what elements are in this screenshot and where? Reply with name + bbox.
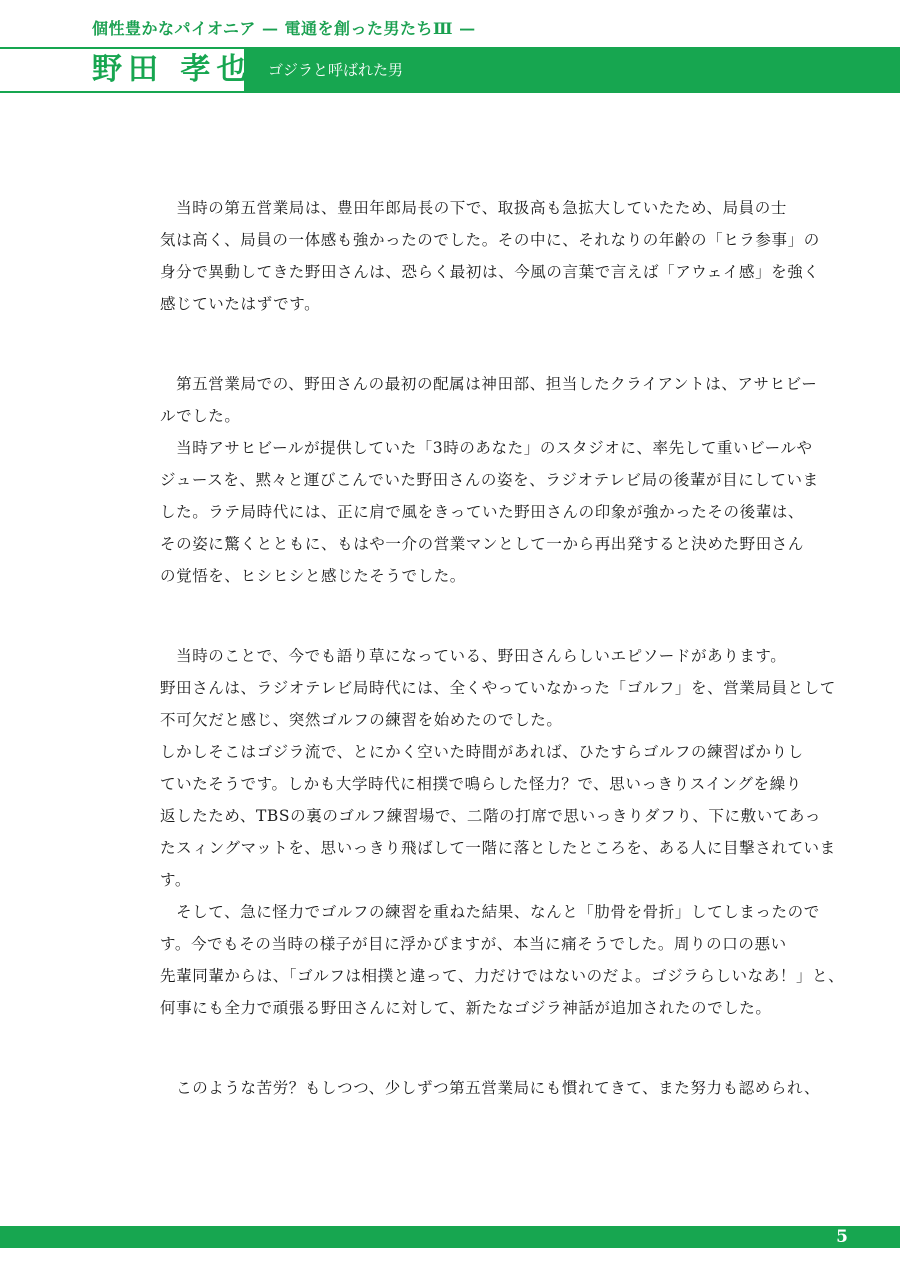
text-line: 第五営業局での、野田さんの最初の配属は神田部、担当したクライアントは、アサヒビー [160,375,818,393]
paragraph-4 [160,1072,821,1104]
text-line: このような苦労？もしつつ、少しずつ第五営業局にも慣れてきて、また努力も認められ、 [160,1079,821,1097]
text-line: そして、急に怪力でゴルフの練習を重ねた結果、なんと「肋骨を骨折」してしまったので [160,903,820,921]
text-line: 先輩同輩からは、「ゴルフは相撲と違って、力だけではないのだよ。ゴジラらしいなあ！」と、 [160,967,845,985]
text-line: 身分で異動してきた野田さんは、恐らく最初は、今風の言葉で言えば「アウェイ感」を強く [160,263,820,281]
text-line: 何事にも全力で頑張る野田さんに対して、新たなゴジラ神話が追加されたのでした。 [160,999,772,1017]
text-line: 感じていたはずです。 [160,295,321,313]
paragraph-gap [160,1024,788,1072]
paragraph-gap [160,592,788,640]
paragraph-2 [160,368,819,592]
text-line: 当時アサヒビールが提供していた「3時のあなた」のスタジオに、率先して重いビールや [160,439,813,457]
paragraph-gap [160,320,788,368]
text-line: 当時のことで、今でも語り草になっている、野田さんらしいエピソードがあります。 [160,647,787,665]
text-line: しかしそこはゴジラ流で、とにかく空いた時間があれば、ひたすらゴルフの練習ばかりし [160,743,804,761]
text-line: 返したため、TBSの裏のゴルフ練習場で、二階の打席で思いっきりダフり、下に敷いてあっ [160,807,821,825]
series-title: 個性豊かなパイオニア — 電通を創った男たちⅢ — [92,19,476,38]
paragraph-3 [160,640,845,1024]
page-number: 5 [836,1227,848,1247]
text-line: 当時の第五営業局は、豊田年郎局長の下で、取扱高も急拡大していたため、局員の士 [160,199,787,217]
text-line: の覚悟を、ヒシヒシと感じたそうでした。 [160,567,466,585]
text-line: ジュースを、黙々と運びこんでいた野田さんの姿を、ラジオテレビ局の後輩が目にしていま [160,471,819,489]
text-line: その姿に驚くとともに、もはや一介の営業マンとして一から再出発すると決めた野田さん [160,535,805,553]
text-line: した。ラテ局時代には、正に肩で風をきっていた野田さんの印象が強かったその後輩は、 [160,503,805,521]
text-line: 不可欠だと感じ、突然ゴルフの練習を始めたのでした。 [160,711,563,729]
text-line: ルでした。 [160,407,241,425]
text-line: す。 [160,871,191,889]
person-name: 野田 孝也 [92,52,253,87]
text-line: す。今でもその当時の様子が目に浮かびますが、本当に痛そうでした。周りの口の悪い [160,935,787,953]
text-line: たスィングマットを、思いっきり飛ばして一階に落としたところを、ある人に目撃されていま [160,839,836,857]
text-line: ていたそうです。しかも大学時代に相撲で鳴らした怪力？で、思いっきりスイングを繰り [160,775,802,793]
article-subtitle: ゴジラと呼ばれた男 [268,61,404,79]
paragraph-1 [160,192,820,320]
text-line: 野田さんは、ラジオテレビ局時代には、全くやっていなかった「ゴルフ」を、営業局員として [160,679,836,697]
text-line: 気は高く、局員の一体感も強かったのでした。その中に、それなりの年齢の「ヒラ参事」の [160,231,820,249]
footer-band [0,1226,900,1248]
article-body [160,192,845,1104]
